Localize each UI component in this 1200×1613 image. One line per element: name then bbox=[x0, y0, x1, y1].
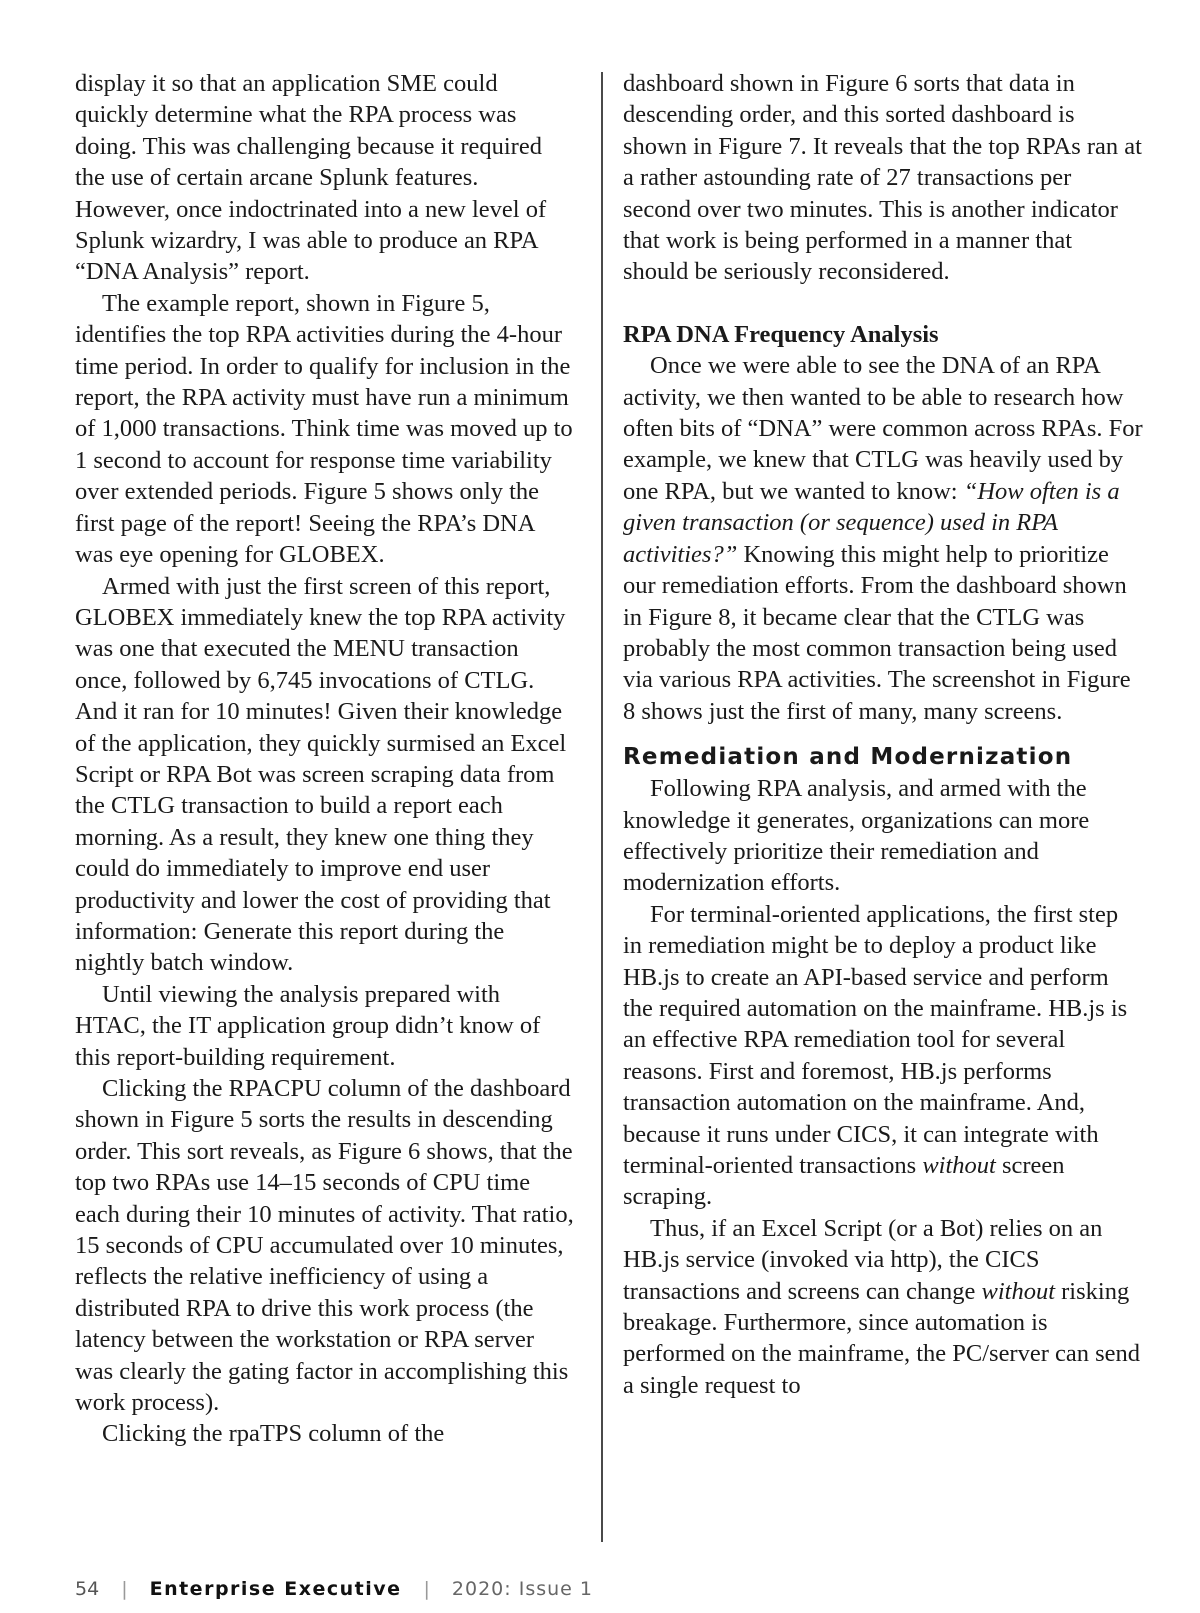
text-run: Knowing this might help to prioritize our remediation efforts. From the dashboard shown in Figure 8, it became clear that the CTLG was probably the most common transaction being used via various RPA activities. The screenshot in Figure 8 shows just the first of many, many screens. bbox=[623, 540, 1131, 725]
body-paragraph bbox=[623, 899, 1143, 1213]
subsection-heading: RPA DNA Frequency Analysis bbox=[623, 320, 939, 348]
right-column bbox=[623, 68, 1143, 1401]
left-column bbox=[75, 68, 575, 1450]
body-paragraph: Armed with just the first screen of this report, GLOBEX immediately knew the top RPA activity was one that executed the MENU transaction once, followed by 6,745 invocations of CTLG. And it ran for 10 minutes! Given their knowledge of the application, they quickly surmised an Excel Script or RPA Bot was screen scraping data from the CTLG transaction to build a report each morning. As a result, they knew one thing they could do immediately to improve end user productivity and lower the cost of providing that information: Generate this report during the nightly batch window. bbox=[75, 572, 567, 977]
text-run: Thus, if an Excel Script (or a Bot) relies on an HB.js service (invoked via http), the CICS transactions and screens can change bbox=[623, 1214, 1103, 1305]
body-paragraph: Following RPA analysis, and armed with the knowledge it generates, organizations can more effectively prioritize their remediation and modernization efforts. bbox=[623, 775, 1090, 897]
body-paragraph: Clicking the RPACPU column of the dashboard shown in Figure 5 sorts the results in descending order. This sort reveals, as Figure 6 shows, that the top two RPAs use 14–15 seconds of CPU time each during their 10 minutes of activity. That ratio, 15 seconds of CPU accumulated over 10 minutes, reflects the relative inefficiency of using a distributed RPA to drive this work process (the latency between the workstation or RPA server was clearly the gating factor in accomplishing this work process). bbox=[75, 1075, 574, 1417]
italic-question: “How often is a given transaction (or sequence) used in RPA activities?” bbox=[623, 477, 1120, 568]
body-paragraph: Until viewing the analysis prepared with HTAC, the IT application group didn’t know of this report-building requirement. bbox=[75, 980, 541, 1071]
magazine-title: Enterprise Executive bbox=[149, 1578, 402, 1600]
body-paragraph bbox=[623, 350, 1143, 727]
column-divider bbox=[601, 72, 603, 1542]
italic-word: without bbox=[922, 1152, 996, 1179]
body-paragraph bbox=[623, 1213, 1143, 1401]
body-paragraph: The example report, shown in Figure 5, identifies the top RPA activities during the 4-hour time period. In order to qualify for inclusion in the report, the RPA activity must have run a minimum of 1,000 transactions. Think time was moved up to 1 second to account for response time variability over extended periods. Figure 5 shows only the first page of the report! Seeing the RPA’s DNA was eye opening for GLOBEX. bbox=[75, 289, 573, 569]
footer-separator: | bbox=[423, 1578, 430, 1600]
page-footer bbox=[75, 1578, 593, 1600]
issue-label: 2020: Issue 1 bbox=[451, 1578, 593, 1600]
footer-separator: | bbox=[121, 1578, 128, 1600]
page-number: 54 bbox=[75, 1578, 100, 1600]
body-paragraph: display it so that an application SME could quickly determine what the RPA process was doing. This was challenging because it required the use of certain arcane Splunk features. However, once indoctrinated into a new level of Splunk wizardry, I was able to produce an RPA “DNA Analysis” report. bbox=[75, 70, 547, 286]
text-run: risking breakage. Furthermore, since automation is performed on the mainframe, the PC/server can send a single request to bbox=[623, 1277, 1141, 1399]
text-run: screen scraping. bbox=[623, 1152, 1065, 1211]
italic-word: without bbox=[981, 1277, 1056, 1305]
body-paragraph: Clicking the rpaTPS column of the bbox=[102, 1420, 445, 1448]
text-run: Once we were able to see the DNA of an RPA activity, we then wanted to be able to research how often bits of “DNA” were common across RPAs. For example, we knew that CTLG was heavily used by one RPA, but we wanted to know: bbox=[623, 352, 1143, 505]
text-run: For terminal-oriented applications, the first step in remediation might be to deploy a product like HB.js to create an API-based service and perform the required automation on the mainframe. HB.js is an effective RPA remediation tool for several reasons. First and foremost, HB.js performs transaction automation on the mainframe. And, because it runs under CICS, it can integrate with terminal-oriented transactions bbox=[623, 900, 1128, 1179]
body-paragraph: dashboard shown in Figure 6 sorts that data in descending order, and this sorted dashboard is shown in Figure 7. It reveals that the top RPAs ran at a rather astounding rate of 27 transactions per second over two minutes. This is another indicator that work is being performed in a manner that should be seriously reconsidered. bbox=[623, 70, 1142, 286]
section-heading: Remediation and Modernization bbox=[623, 744, 1073, 771]
paragraph-spacer bbox=[623, 288, 1143, 319]
